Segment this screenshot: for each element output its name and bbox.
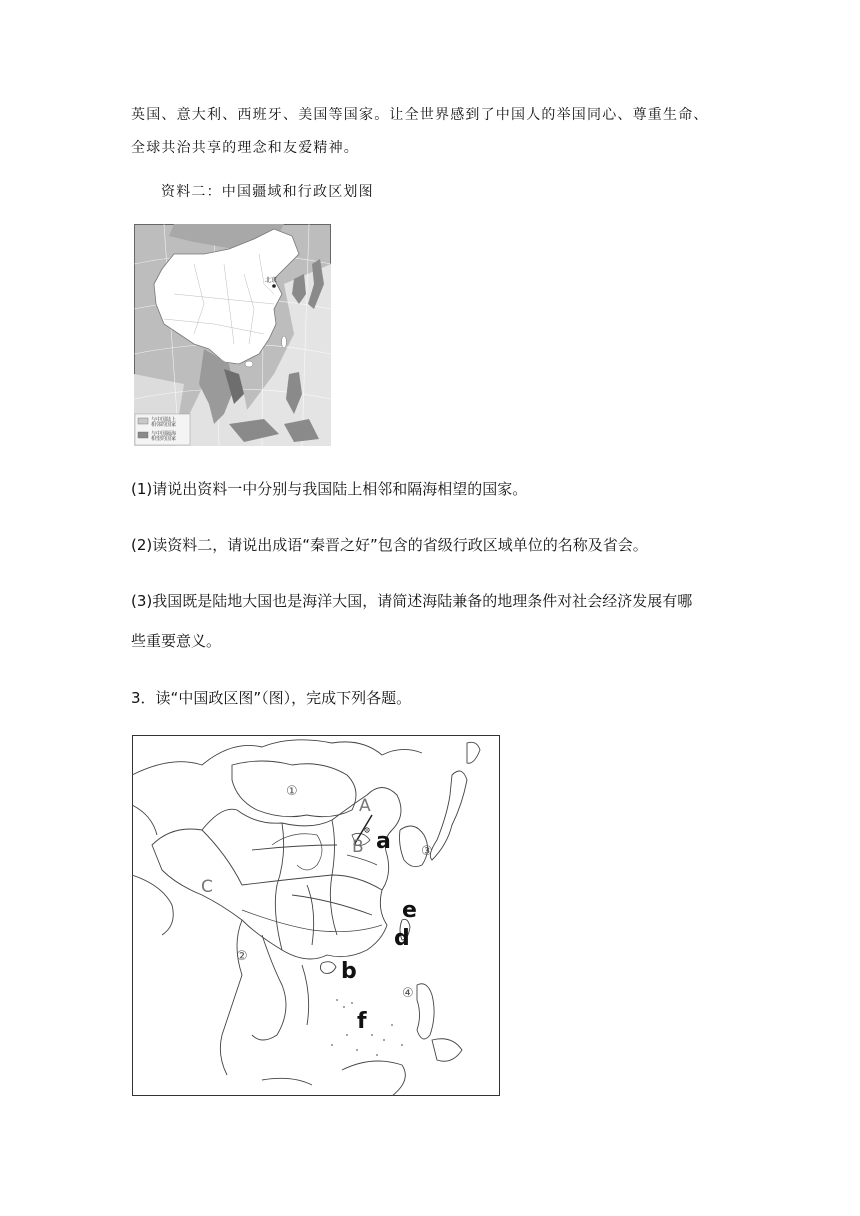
legend-land-line1: 与中国陆上	[151, 417, 177, 423]
label-e: e	[402, 898, 417, 923]
label-f: f	[357, 1009, 367, 1034]
label-B: B	[352, 837, 364, 857]
china-territory-map	[134, 224, 331, 446]
label-circle-4: ④	[402, 986, 414, 1001]
label-circle-2: ②	[236, 949, 248, 964]
legend-sea-line1: 与中国隔海	[151, 431, 177, 437]
label-b: b	[341, 959, 357, 984]
capital-label: 北京	[265, 277, 278, 284]
china-political-map	[132, 735, 500, 1096]
question-2: (2)读资料二，请说出成语“秦晋之好”包含的省级行政区域单位的名称及省会。	[131, 536, 648, 554]
question-3-line-1: (3)我国既是陆地大国也是海洋大国，请简述海陆兼备的地理条件对社会经济发展有哪	[131, 592, 693, 610]
question-1: (1)请说出资料一中分别与我国陆上相邻和隔海相望的国家。	[131, 480, 528, 498]
legend-swatch-sea	[138, 432, 148, 438]
question-3-line-2: 些重要意义。	[131, 632, 222, 650]
material-2-title: 资料二：中国疆域和行政区划图	[161, 184, 374, 200]
label-a: a	[376, 829, 391, 854]
label-d: d	[394, 926, 410, 951]
label-circle-1: ①	[286, 784, 298, 799]
label-A: A	[359, 796, 371, 816]
legend-sea-line2: 相望的国家	[151, 436, 177, 442]
passage-line-1: 英国、意大利、西班牙、美国等国家。让全世界感到了中国人的举国同心、尊重生命、	[131, 107, 709, 123]
label-circle-3: ③	[421, 844, 433, 859]
legend-land-line2: 相邻的国家	[151, 422, 177, 428]
label-C: C	[201, 877, 213, 897]
passage-line-2: 全球共治共享的理念和友爱精神。	[131, 140, 359, 156]
legend-swatch-land	[138, 418, 148, 424]
task-3-heading: 3．读“中国政区图”（图），完成下列各题。	[131, 689, 412, 707]
